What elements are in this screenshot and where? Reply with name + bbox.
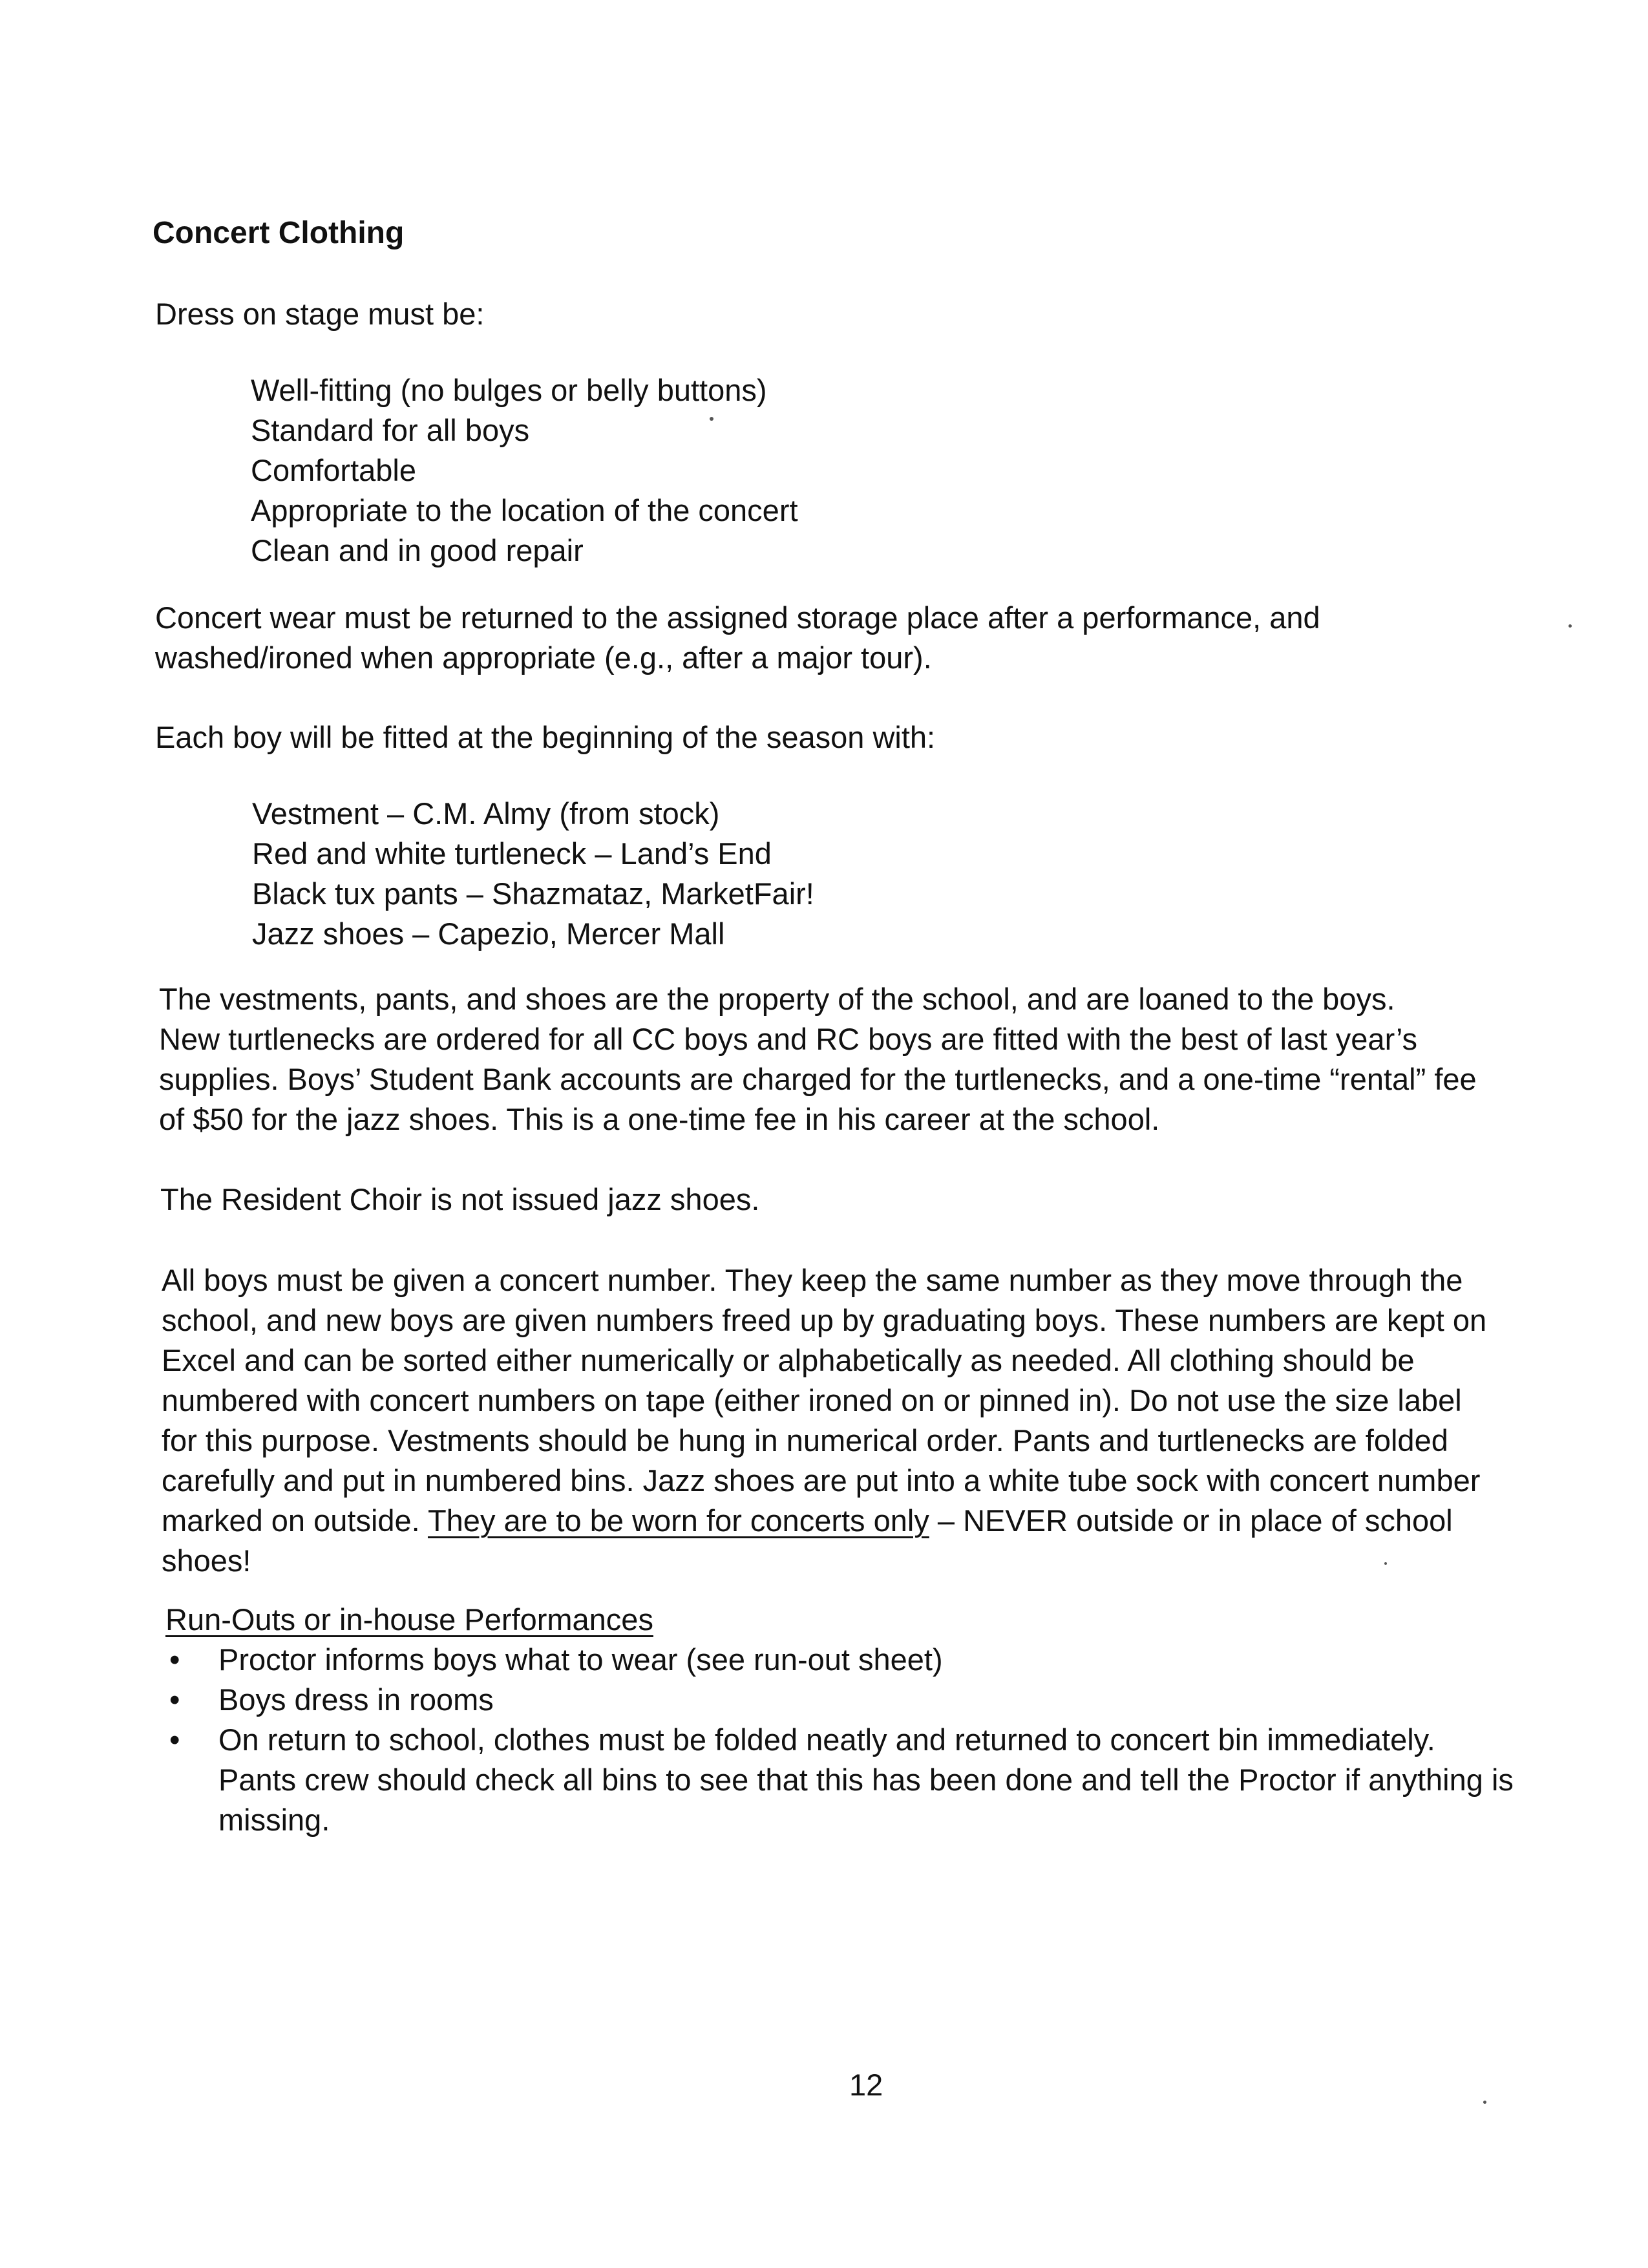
dress-intro: Dress on stage must be: [155,297,485,331]
paragraph-line: for this purpose. Vestments should be hung in numerical order. Pants and turtlenecks are folded [162,1423,1448,1457]
dress-requirement: Standard for all boys [251,413,530,447]
list-item [163,1680,1514,1720]
list-item-text: On return to school, clothes must be folded neatly and returned to concert bin immediately. [218,1722,1435,1757]
paragraph-line: shoes! [162,1543,251,1578]
underlined-rule: They are to be worn for concerts only [427,1503,929,1538]
dress-requirements-list [251,370,798,571]
line-text: marked on outside. [162,1503,428,1538]
bullet-icon: • [169,1642,180,1677]
dress-requirement: Clean and in good repair [251,533,584,567]
dress-requirement: Comfortable [251,453,416,487]
scan-speck [1384,1562,1387,1565]
paragraph-line: Concert wear must be returned to the assigned storage place after a performance, and [155,600,1320,635]
return-paragraph [155,598,1577,678]
paragraph-line: The vestments, pants, and shoes are the property of the school, and are loaned to the boys. [159,982,1395,1016]
dress-requirement: Appropriate to the location of the concert [251,493,798,527]
list-item-text: missing. [218,1803,330,1837]
concert-numbers-paragraph [162,1260,1583,1581]
paragraph-line: New turtlenecks are ordered for all CC boys and RC boys are fitted with the best of last year’s [159,1022,1418,1056]
list-item-text: Boys dress in rooms [218,1682,494,1717]
scan-speck [1569,624,1572,628]
dress-requirement: Well-fitting (no bulges or belly buttons) [251,373,767,407]
fitted-item: Black tux pants – Shazmataz, MarketFair! [252,876,814,911]
list-item [163,1640,1514,1680]
runouts-list [163,1640,1514,1840]
paragraph-line: All boys must be given a concert number. They keep the same number as they move through the [162,1263,1463,1297]
paragraph-line: carefully and put in numbered bins. Jazz shoes are put into a white tube sock with concert number [162,1463,1481,1498]
resident-choir-note: The Resident Choir is not issued jazz shoes. [160,1182,760,1216]
page-number: 12 [849,2068,883,2102]
bullet-icon: • [169,1682,180,1717]
list-item-text: Pants crew should check all bins to see that this has been done and tell the Proctor if anything is [218,1763,1514,1797]
bullet-icon: • [169,1722,180,1757]
line-text: – NEVER outside or in place of school [929,1503,1453,1538]
paragraph-line: school, and new boys are given numbers freed up by graduating boys. These numbers are kept on [162,1303,1487,1337]
fitted-intro: Each boy will be fitted at the beginning of the season with: [155,720,936,754]
paragraph-line: of $50 for the jazz shoes. This is a one-time fee in his career at the school. [159,1102,1160,1136]
paragraph-line: numbered with concert numbers on tape (either ironed on or pinned in). Do not use the size label [162,1383,1462,1417]
scan-speck [710,417,713,421]
list-item-text: Proctor informs boys what to wear (see run-out sheet) [218,1642,943,1677]
fitted-item: Vestment – C.M. Almy (from stock) [252,796,720,831]
scan-speck [1483,2101,1486,2104]
fitted-item: Jazz shoes – Capezio, Mercer Mall [252,917,725,951]
paragraph-line: Excel and can be sorted either numerically or alphabetically as needed. All clothing should be [162,1343,1415,1377]
property-paragraph [159,979,1581,1139]
runouts-heading: Run-Outs or in-house Performances [165,1602,653,1637]
section-heading: Concert Clothing [153,216,405,250]
list-item [163,1720,1514,1840]
paragraph-line [162,1501,1583,1541]
paragraph-line: washed/ironed when appropriate (e.g., after a major tour). [155,641,932,675]
fitted-items-list [252,794,814,954]
paragraph-line: supplies. Boys’ Student Bank accounts are charged for the turtlenecks, and a one-time “rental” fee [159,1062,1477,1096]
fitted-item: Red and white turtleneck – Land’s End [252,836,772,871]
